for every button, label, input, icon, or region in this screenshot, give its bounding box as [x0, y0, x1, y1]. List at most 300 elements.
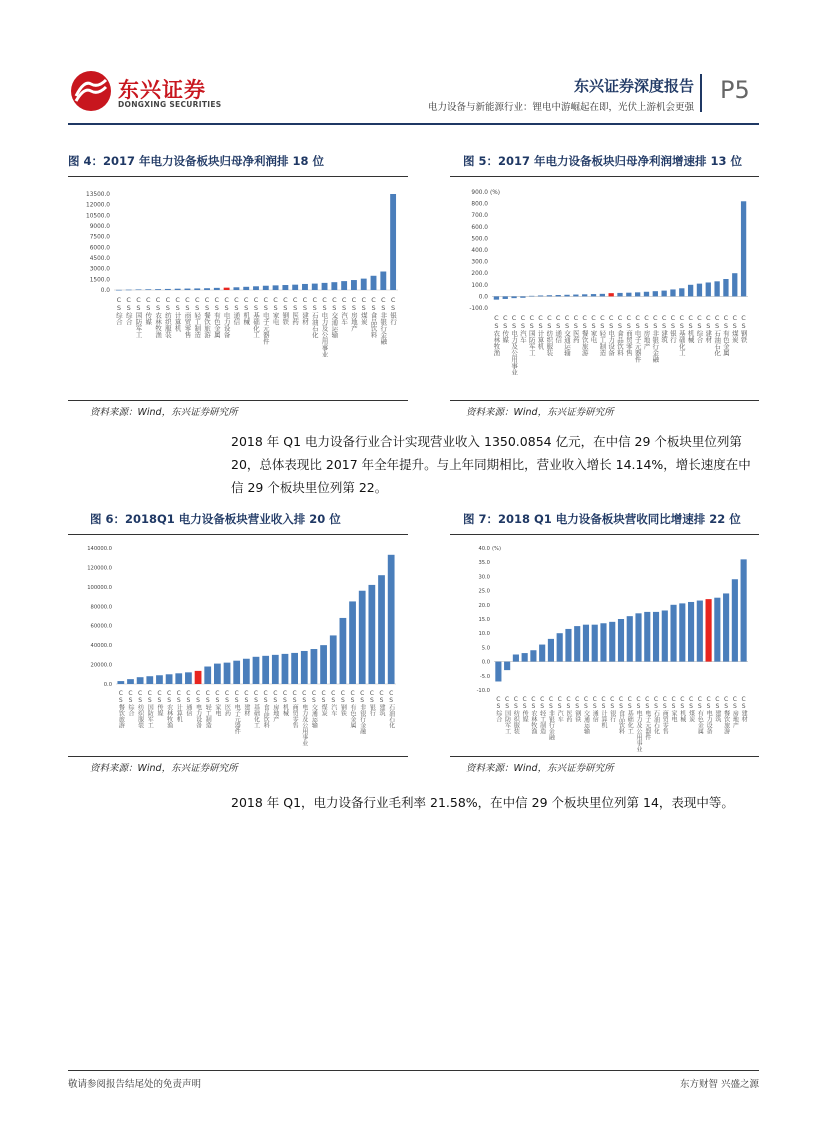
- figure-5-source: 资料来源：Wind，东兴证券研究所: [466, 407, 614, 418]
- bar-16: [635, 292, 640, 296]
- category-label: CS建筑: [660, 314, 669, 343]
- bar-22: [688, 285, 693, 297]
- category-label: CS农林牧渔: [492, 314, 501, 356]
- bar-22: [688, 602, 694, 662]
- category-label: CS基础化工: [252, 296, 260, 338]
- y-tick-label: 13500.0: [86, 192, 110, 198]
- bar-6: [175, 289, 181, 290]
- category-label: CS商贸零售: [661, 696, 669, 734]
- category-label: CS有色金属: [696, 696, 704, 734]
- y-tick-label: 0.0: [478, 294, 488, 301]
- bar-12: [600, 623, 606, 661]
- report-subtitle: 电力设备与新能源行业：锂电中游崛起在即，光伏上游机会更强: [427, 102, 694, 113]
- bar-13: [243, 287, 249, 290]
- category-label: CS轻工制造: [204, 690, 212, 728]
- category-label: CS非银行金融: [358, 690, 366, 734]
- figure-7-source: 资料来源：Wind，东兴证券研究所: [466, 763, 614, 774]
- bar-11: [224, 663, 231, 684]
- bar-4: [529, 296, 534, 297]
- bar-8: [564, 295, 569, 297]
- bar-23: [340, 618, 347, 684]
- bar-10: [214, 664, 221, 684]
- bar-25: [714, 598, 720, 662]
- paragraph-gross-margin: 2018 年 Q1，电力设备行业毛利率 21.58%，在中信 29 个板块里位列第 14，表现中等。: [231, 795, 734, 810]
- category-label: CS交通运输: [310, 690, 318, 728]
- bar-15: [262, 656, 269, 684]
- y-tick-label: 20.0: [478, 602, 490, 609]
- category-label: CS医药: [571, 314, 580, 343]
- category-label: CS电子元器件: [261, 296, 270, 345]
- category-label: CS食品饮料: [262, 690, 270, 728]
- header-rule: [68, 123, 759, 125]
- category-label: CS轻工制造: [598, 314, 607, 356]
- category-label: CS计算机: [173, 296, 182, 332]
- category-label: CS电子元器件: [233, 690, 241, 734]
- category-label: CS农林牧渔: [529, 696, 537, 734]
- header-separator: [700, 74, 702, 112]
- category-label: CS医药: [291, 296, 300, 325]
- bar-4: [155, 289, 161, 290]
- category-label: CS煤炭: [687, 696, 695, 722]
- bar-3: [146, 676, 153, 684]
- category-label: CS建材: [300, 296, 309, 325]
- bar-14: [253, 657, 260, 684]
- figure-7-chart: [452, 540, 758, 752]
- figure-4-title: 图 4：2017 年电力设备板块归母净利润排 18 位: [68, 154, 325, 168]
- bar-17: [644, 612, 650, 662]
- bar-27: [380, 272, 386, 290]
- dongxing-logo-icon: [70, 70, 112, 112]
- category-label: CS通信: [554, 314, 563, 343]
- y-tick-label: 12000.0: [86, 202, 110, 209]
- bar-10: [582, 294, 587, 296]
- bar-21: [679, 603, 685, 661]
- bar-0: [494, 296, 499, 299]
- bar-11: [224, 288, 230, 290]
- y-tick-label: 800.0: [471, 201, 488, 208]
- y-tick-label: 60000.0: [90, 623, 112, 630]
- category-label: CS国防军工: [503, 696, 511, 734]
- category-label: CS钢铁: [739, 314, 748, 343]
- y-tick-label: 200.0: [471, 271, 488, 278]
- category-label: CS石油石化: [310, 296, 319, 338]
- bar-5: [165, 289, 171, 290]
- category-label: CS建筑: [713, 696, 721, 722]
- bar-11: [591, 294, 596, 296]
- category-label: CS有色金属: [721, 314, 730, 356]
- category-label: CS餐饮旅游: [203, 296, 212, 338]
- category-label: CS汽车: [340, 296, 349, 325]
- category-label: CS石油石化: [652, 696, 660, 734]
- bar-12: [233, 661, 240, 684]
- category-label: CS建材: [704, 314, 713, 343]
- bar-1: [504, 662, 510, 671]
- category-label: CS食品饮料: [369, 296, 378, 338]
- category-label: CS餐饮旅游: [117, 690, 125, 728]
- bar-25: [361, 279, 367, 290]
- bar-6: [547, 295, 552, 296]
- bar-5: [538, 295, 543, 296]
- category-label: CS非银行金融: [379, 296, 388, 345]
- category-label: CS煤炭: [359, 296, 368, 325]
- y-tick-label: 600.0: [471, 224, 488, 231]
- bar-5: [166, 674, 173, 684]
- bar-1: [503, 296, 508, 299]
- bar-19: [302, 284, 308, 290]
- bar-18: [653, 291, 658, 296]
- bar-24: [351, 280, 357, 290]
- bar-11: [592, 625, 598, 662]
- y-tick-label: 120000.0: [87, 565, 112, 572]
- bar-9: [573, 295, 578, 297]
- bar-20: [670, 289, 675, 296]
- category-label: CS电力及公用事业: [320, 296, 329, 358]
- y-tick-label: 6000.0: [89, 245, 110, 252]
- y-tick-label: 900.0: [471, 190, 488, 196]
- category-label: CS交通运输: [582, 696, 590, 734]
- bar-14: [253, 286, 259, 290]
- y-tick-label: 500.0: [471, 236, 488, 243]
- logo-english-name: DONGXING SECURITIES: [118, 100, 222, 109]
- bar-26: [371, 276, 377, 290]
- y-tick-label: 0.0: [100, 288, 110, 294]
- y-tick-label: 700.0: [471, 213, 488, 220]
- bar-21: [320, 645, 327, 684]
- y-tick-label: 400.0: [471, 248, 488, 254]
- bar-17: [644, 292, 649, 297]
- category-label: CS商贸零售: [291, 690, 299, 728]
- bar-7: [185, 289, 191, 290]
- category-label: CS电力设备: [607, 314, 616, 356]
- category-label: CS综合: [124, 296, 133, 325]
- y-tick-label: 100.0: [471, 282, 488, 289]
- bar-19: [661, 291, 666, 297]
- paragraph-revenue: 2018 年 Q1 电力设备行业合计实现营业收入 1350.0854 亿元，在中信 29 个板块里位列第 20，总体表现比 2017 年全年提升。与上年同期相比，营业收入增长 14.14%，增长速度在中信 29 个板块里位列第 22。: [231, 434, 751, 495]
- category-label: CS纺织服装: [163, 296, 172, 338]
- figure-4-source: 资料来源：Wind，东兴证券研究所: [90, 407, 238, 418]
- bar-22: [330, 635, 337, 684]
- category-label: CS计算机: [536, 314, 545, 350]
- bar-2: [137, 677, 144, 684]
- category-label: CS计算机: [599, 696, 607, 728]
- category-label: CS轻工制造: [193, 296, 202, 338]
- bar-24: [706, 599, 712, 661]
- category-label: CS石油石化: [387, 690, 395, 728]
- category-label: CS房地产: [642, 314, 651, 350]
- bar-25: [714, 281, 719, 296]
- category-label: CS银行: [389, 296, 398, 325]
- y-tick-label: -100.0: [469, 306, 488, 312]
- y-tick-label: -10.0: [476, 688, 490, 694]
- bar-17: [282, 285, 288, 290]
- bar-10: [583, 625, 589, 662]
- category-label: CS传媒: [155, 690, 163, 716]
- y-tick-label: 3000.0: [89, 266, 110, 273]
- bar-19: [301, 651, 308, 684]
- bar-4: [156, 675, 163, 684]
- bar-8: [195, 671, 202, 684]
- y-tick-label: 35.0: [478, 560, 490, 567]
- bar-0: [495, 662, 501, 682]
- bar-16: [272, 655, 279, 684]
- category-label: CS通信: [184, 690, 192, 716]
- category-label: CS家电: [213, 690, 221, 716]
- bar-9: [204, 288, 210, 290]
- figure-6-source: 资料来源：Wind，东兴证券研究所: [90, 763, 238, 774]
- category-label: CS汽车: [518, 314, 527, 343]
- bar-8: [565, 629, 571, 662]
- category-label: CS钢铁: [573, 696, 581, 722]
- figure-6-chart: [70, 540, 406, 752]
- y-tick-label: 5.0: [481, 645, 490, 652]
- category-label: CS电力及公用事业: [635, 696, 643, 752]
- figure-5-chart: [452, 182, 758, 397]
- category-label: CS家电: [589, 314, 598, 343]
- category-label: CS国防军工: [527, 314, 536, 356]
- bar-14: [617, 293, 622, 296]
- bar-12: [600, 294, 605, 297]
- bar-16: [635, 613, 641, 661]
- bar-7: [557, 633, 563, 661]
- bar-21: [679, 288, 684, 296]
- category-label: CS综合: [494, 696, 502, 722]
- bar-2: [513, 655, 519, 662]
- category-label: CS房地产: [349, 296, 358, 332]
- category-label: CS机械: [678, 696, 686, 722]
- category-label: CS基础化工: [677, 314, 686, 356]
- category-label: CS纺织服装: [545, 314, 554, 356]
- bar-15: [627, 616, 633, 661]
- category-label: CS医药: [223, 690, 231, 716]
- bar-27: [378, 575, 385, 684]
- category-label: CS机械: [242, 296, 251, 325]
- category-label: CS通信: [591, 696, 599, 722]
- y-tick-label: 1500.0: [89, 277, 110, 284]
- bar-22: [331, 282, 337, 290]
- category-label: CS有色金属: [349, 690, 357, 728]
- bar-26: [368, 585, 375, 684]
- y-tick-label: 9000.0: [89, 224, 110, 230]
- category-label: CS餐饮旅游: [722, 696, 730, 734]
- y-tick-label: 100000.0: [87, 584, 112, 591]
- y-tick-label: 10500.0: [86, 213, 110, 220]
- category-label: CS非银行金融: [651, 314, 660, 363]
- y-tick-label: 0.0: [481, 659, 490, 666]
- figure-5-top-rule: [450, 176, 759, 177]
- category-label: CS煤炭: [320, 690, 328, 716]
- category-label: CS电力设备: [194, 690, 202, 728]
- category-label: CS建筑: [378, 690, 386, 716]
- category-label: CS钢铁: [281, 296, 290, 325]
- figure-7-top-rule: [450, 534, 759, 535]
- category-label: CS商贸零售: [624, 314, 633, 356]
- y-tick-label: 0.0: [103, 682, 112, 688]
- bar-26: [723, 593, 729, 661]
- category-label: CS纺织服装: [136, 690, 144, 728]
- bar-6: [548, 639, 554, 662]
- bar-23: [697, 601, 703, 662]
- category-label: CS机械: [281, 690, 289, 716]
- category-label: CS医药: [564, 696, 572, 722]
- bar-13: [609, 293, 614, 296]
- bar-15: [626, 293, 631, 297]
- category-label: CS电子元器件: [633, 314, 642, 363]
- bar-16: [273, 285, 279, 290]
- y-tick-label: 30.0: [478, 574, 490, 581]
- bar-12: [233, 287, 239, 290]
- bar-17: [282, 654, 289, 684]
- y-unit-label: (%): [490, 190, 501, 196]
- bar-1: [127, 679, 134, 684]
- category-label: CS交通运输: [563, 314, 572, 356]
- category-label: CS银行: [368, 690, 376, 716]
- category-label: CS电力设备: [705, 696, 713, 734]
- category-label: CS综合: [126, 690, 134, 716]
- bar-0: [117, 681, 124, 684]
- bar-3: [522, 653, 528, 662]
- page-number: P5: [720, 76, 750, 104]
- bar-1: [126, 290, 132, 291]
- figure-7-bottom-rule: [450, 756, 759, 757]
- bar-7: [185, 672, 192, 684]
- category-label: CS国防军工: [146, 690, 154, 728]
- bar-23: [341, 281, 347, 290]
- bar-24: [706, 282, 711, 296]
- bar-13: [609, 622, 615, 662]
- bar-8: [194, 288, 200, 290]
- bar-18: [292, 285, 298, 290]
- category-label: CS轻工制造: [538, 696, 546, 734]
- bar-10: [214, 288, 220, 290]
- bar-20: [312, 284, 318, 290]
- category-label: CS计算机: [175, 690, 183, 722]
- category-label: CS食品饮料: [617, 696, 625, 734]
- figure-4-top-rule: [68, 176, 408, 177]
- footer-disclaimer: 敬请参阅报告结尾处的免责声明: [68, 1079, 202, 1090]
- category-label: CS传媒: [521, 696, 529, 722]
- bar-2: [136, 289, 142, 290]
- category-label: CS银行: [608, 696, 616, 722]
- category-label: CS电力及公用事业: [300, 690, 308, 746]
- bar-28: [388, 555, 395, 684]
- category-label: CS房地产: [271, 690, 279, 722]
- category-label: CS房地产: [731, 696, 739, 728]
- y-tick-label: 7500.0: [89, 234, 110, 241]
- category-label: CS电力及公用事业: [510, 314, 519, 376]
- category-label: CS家电: [271, 296, 280, 325]
- category-label: CS石油石化: [713, 314, 722, 356]
- figure-7-title: 图 7：2018 Q1 电力设备板块营收同比增速排 22 位: [463, 512, 741, 526]
- bar-9: [204, 667, 211, 684]
- category-label: CS餐饮旅游: [580, 314, 589, 356]
- y-tick-label: 40.0: [478, 546, 490, 552]
- bar-14: [618, 619, 624, 662]
- bar-0: [116, 290, 122, 291]
- category-label: CS农林牧渔: [165, 690, 173, 728]
- bar-5: [539, 645, 545, 662]
- bar-6: [175, 673, 182, 684]
- bar-3: [520, 296, 525, 297]
- category-label: CS综合: [114, 296, 123, 325]
- bar-18: [653, 612, 659, 662]
- bar-23: [697, 284, 702, 297]
- figure-4-chart: [70, 182, 406, 397]
- category-label: CS传媒: [501, 314, 510, 343]
- bar-21: [322, 283, 328, 290]
- category-label: CS通信: [232, 296, 241, 325]
- category-label: CS汽车: [556, 696, 564, 722]
- y-tick-label: 300.0: [471, 259, 488, 266]
- report-title: 东兴证券深度报告: [573, 77, 694, 95]
- category-label: CS农林牧渔: [154, 296, 163, 338]
- y-tick-label: -5.0: [479, 673, 490, 680]
- category-label: CS基础化工: [626, 696, 634, 734]
- footer-slogan: 东方财智 兴盛之源: [679, 1079, 759, 1090]
- bar-27: [732, 579, 738, 661]
- category-label: CS钢铁: [339, 690, 347, 716]
- bar-28: [741, 201, 746, 296]
- y-unit-label: (%): [492, 546, 501, 552]
- category-label: CS基础化工: [252, 690, 260, 728]
- bar-4: [530, 650, 536, 661]
- figure-6-top-rule: [68, 534, 408, 535]
- bar-24: [349, 601, 356, 684]
- category-label: CS纺织服装: [512, 696, 520, 734]
- category-label: CS传媒: [144, 296, 153, 325]
- category-label: CS汽车: [329, 690, 337, 716]
- y-tick-label: 10.0: [478, 631, 490, 638]
- bar-18: [291, 653, 298, 684]
- bar-19: [662, 610, 668, 661]
- category-label: CS建材: [242, 690, 250, 716]
- category-label: CS建材: [740, 696, 748, 722]
- figure-6-title: 图 6：2018Q1 电力设备板块营业收入排 20 位: [90, 512, 341, 526]
- category-label: CS国防军工: [134, 296, 143, 338]
- y-tick-label: 25.0: [478, 588, 490, 595]
- bar-7: [556, 295, 561, 296]
- bar-25: [359, 591, 366, 684]
- bar-26: [723, 279, 728, 296]
- bar-28: [390, 194, 396, 290]
- bar-9: [574, 626, 580, 662]
- figure-6-bottom-rule: [68, 756, 408, 757]
- y-tick-label: 20000.0: [90, 662, 112, 669]
- bar-28: [741, 559, 747, 661]
- category-label: CS有色金属: [212, 296, 221, 338]
- bar-27: [732, 273, 737, 296]
- footer-rule: [68, 1070, 759, 1071]
- category-label: CS商贸零售: [183, 296, 192, 338]
- y-tick-label: 80000.0: [90, 604, 112, 611]
- category-label: CS家电: [670, 696, 678, 722]
- bar-3: [145, 289, 151, 290]
- y-tick-label: 15.0: [478, 617, 490, 623]
- figure-4-bottom-rule: [68, 400, 408, 401]
- figure-5-title: 图 5：2017 年电力设备板块归母净利润增速排 13 位: [463, 154, 743, 168]
- bar-20: [311, 649, 318, 684]
- category-label: CS机械: [686, 314, 695, 343]
- category-label: CS电子元器件: [643, 696, 651, 740]
- bar-20: [670, 605, 676, 662]
- category-label: CS银行: [668, 314, 677, 343]
- category-label: CS综合: [695, 314, 704, 343]
- category-label: CS交通运输: [330, 296, 339, 338]
- category-label: CS煤炭: [730, 314, 739, 343]
- category-label: CS非银行金融: [547, 696, 555, 740]
- y-tick-label: 140000.0: [87, 546, 112, 552]
- bar-15: [263, 286, 269, 290]
- logo-chinese-name: 东兴证券: [118, 78, 206, 102]
